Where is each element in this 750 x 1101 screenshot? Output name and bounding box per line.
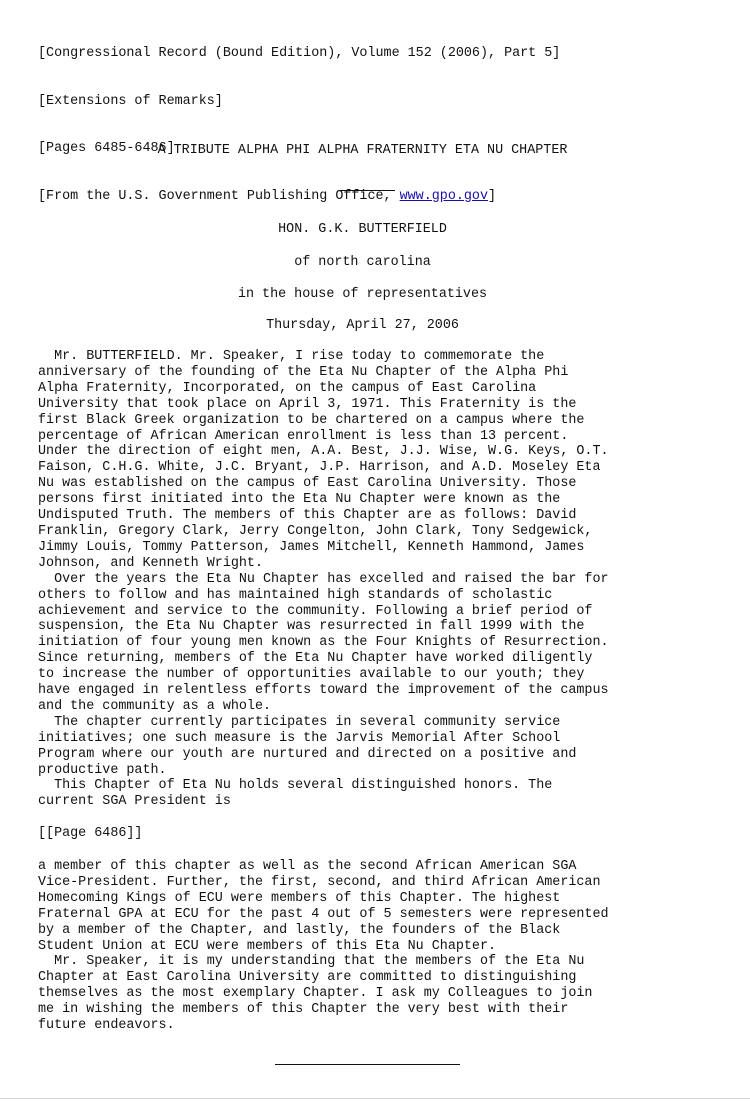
gpo-link[interactable]: www.gpo.gov bbox=[399, 188, 489, 204]
bottom-rule bbox=[0, 1098, 750, 1099]
remarks-body-part-2: a member of this chapter as well as the second African American SGA Vice-President. Further, the first, second, and third African American Homecoming Kings of ECU were members of this Chapter. The highest Fraternal GPA at ECU for the past 4 out of 5 semesters were represented by a member of the Chapter, and lastly, the founders of the Black Student Union at ECU were members of this Eta Nu Chapter. Mr. Speaker, it is my understanding that the members of the Eta Nu Chapter at East Carolina University are committed to distinguishing themselves as the most exemplary Chapter. I ask my Colleagues to join me in wishing the members of this Chapter the very best with their future endeavors. bbox=[38, 859, 609, 1034]
record-header bbox=[38, 14, 560, 237]
header-source-suffix: ] bbox=[488, 188, 497, 204]
header-section-line: [Extensions of Remarks] bbox=[38, 93, 223, 109]
speaker-name: HON. G.K. BUTTERFIELD bbox=[278, 222, 447, 237]
end-separator bbox=[275, 1064, 460, 1065]
header-pages-line: [Pages 6485-6486] bbox=[38, 141, 175, 157]
speaker-state: of north carolina bbox=[294, 255, 431, 270]
header-source-line bbox=[38, 189, 560, 205]
document-title: A TRIBUTE ALPHA PHI ALPHA FRATERNITY ETA NU CHAPTER bbox=[157, 143, 568, 158]
remarks-date: Thursday, April 27, 2006 bbox=[266, 318, 459, 333]
remarks-body-part-1: Mr. BUTTERFIELD. Mr. Speaker, I rise today to commemorate the anniversary of the founding of the Eta Nu Chapter of the Alpha Phi Alpha Fraternity, Incorporated, on the campus of East Carolina University that took place on April 3, 1971. This Fraternity is the first Black Greek organization to be chartered on a campus where the percentage of African American enrollment is less than 13 percent. Under the direction of eight men, A.A. Best, J.J. Wise, W.G. Keys, O.T. Faison, C.H.G. White, J.C. Bryant, J.P. Harrison, and A.D. Moseley Eta Nu was established on the campus of East Carolina University. Those persons first initiated into the Eta Nu Chapter were known as the Undisputed Truth. The members of this Chapter are as follows: David Franklin, Gregory Clark, Jerry Congelton, John Clark, Tony Sedgewick, Jimmy Louis, Tommy Patterson, James Mitchell, Kenneth Hammond, James Johnson, and Kenneth Wright. Over the years the Eta Nu Chapter has excelled and raised the bar for others to follow and has maintained high standards of scholastic achievement and service to the community. Following a brief period of suspension, the Eta Nu Chapter was resurrected in fall 1999 with the initiation of four young men known as the Four Knights of Resurrection. Since returning, members of the Eta Nu Chapter have worked diligently to increase the number of opportunities available to our youth; they have engaged in relentless efforts toward the improvement of the campus and the community as a whole. The chapter currently participates in several community service initiatives; one such measure is the Jarvis Memorial After School Program where our youth are nurtured and directed on a positive and productive path. This Chapter of Eta Nu holds several distinguished honors. The current SGA President is bbox=[38, 349, 609, 810]
title-separator bbox=[340, 190, 395, 191]
chamber-line: in the house of representatives bbox=[237, 287, 488, 302]
page-marker: [[Page 6486]] bbox=[38, 826, 143, 841]
header-volume-line: [Congressional Record (Bound Edition), Volume 152 (2006), Part 5] bbox=[38, 45, 561, 61]
header-source-prefix: [From the U.S. Government Publishing Office, bbox=[38, 188, 400, 204]
